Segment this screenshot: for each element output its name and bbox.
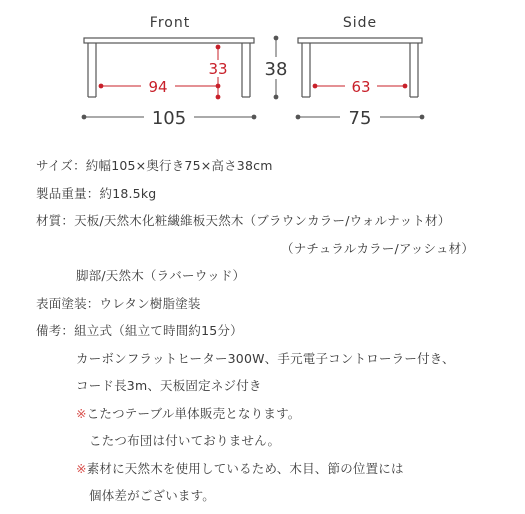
note-mark: ※ [76,461,87,476]
note-individual-difference: 個体差がございます。 [89,488,216,503]
side-inner-width-value: 63 [351,78,371,96]
spec-size: サイズ：約幅105×奥行き75×高さ38cm [36,158,273,173]
front-label: Front [149,15,191,31]
note-no-futon: こたつ布団は付いておりません。 [89,433,281,448]
spec-material-top-variant: （ナチュラルカラー/アッシュ材） [281,241,475,256]
note-natural-wood [76,461,404,477]
note-sold-separately [76,406,300,422]
note-text: 素材に天然木を使用しているため、木目、節の位置には [86,461,404,476]
note-text: こたつテーブル単体販売となります。 [86,406,301,421]
total-height-value: 38 [264,59,288,80]
spec-material-legs: 脚部/天然木（ラバーウッド） [76,268,246,283]
front-leg-height-value: 33 [208,60,228,78]
note-mark: ※ [76,406,87,421]
front-inner-width-value: 94 [148,78,168,96]
front-width-value: 105 [151,108,187,129]
spec-weight: 製品重量：約18.5kg [36,186,157,201]
side-width-value: 75 [348,108,372,129]
side-label: Side [342,15,378,31]
spec-remarks-heater: カーボンフラットヒーター300W、手元電子コントローラー付き、 [76,351,455,366]
spec-remarks-assembly: 備考：組立式（組立て時間約15分） [36,323,243,338]
spec-surface: 表面塗装：ウレタン樹脂塗装 [36,296,201,311]
spec-material-top: 材質：天板/天然木化粧繊維板天然木（ブラウンカラー/ウォルナット材） [36,213,451,228]
spec-remarks-cord: コード長3m、天板固定ネジ付き [76,378,262,393]
